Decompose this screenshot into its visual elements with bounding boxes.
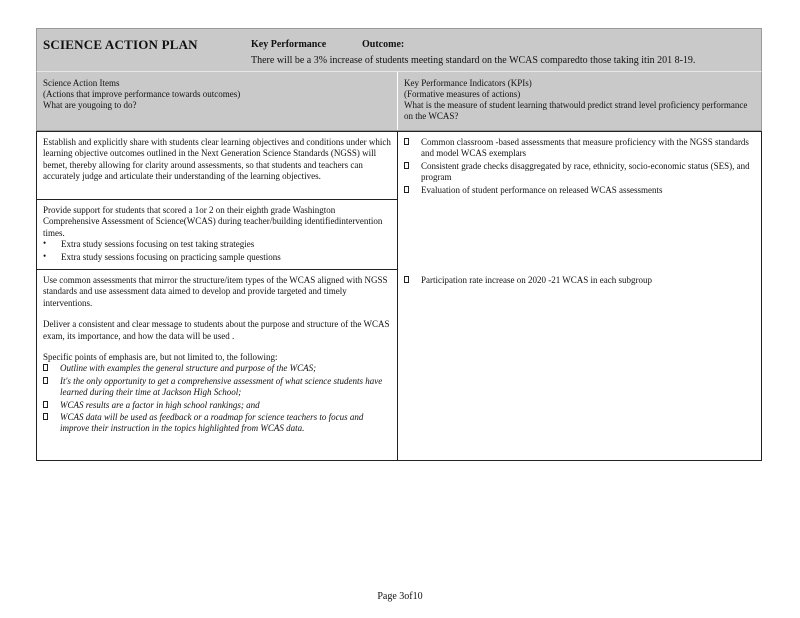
checkbox-bullet-icon — [43, 364, 48, 371]
table-header — [36, 28, 762, 71]
kpi-cell — [398, 200, 761, 270]
table-row — [36, 131, 762, 200]
emphasis-bullet: WCAS data will be used as feedback or a roadmap for science teachers to focus and improve their instruction in the topics highlighted from WCAS data. — [43, 412, 391, 435]
page-number: Page 3of10 — [377, 591, 423, 602]
action-item-cell — [37, 270, 398, 460]
emphasis-bullet: It's the only opportunity to get a comprehensive assessment of what science students have learned during their time at Jackson High School; — [43, 376, 391, 399]
action-item-cell: Establish and explicitly share with students clear learning objectives and conditions under which learning objective outcomes outlined in the Next Generation Science Standards (NGSS) will bemet, thereby allowing for clarity around assessments, so that students and teachers can accurately judge and articulate their understanding of the learning objectives. — [37, 132, 398, 200]
action-item-text: Provide support for students that scored a 1or 2 on their eighth grade Washington Comprehensive Assessment of Science(WCAS) during teacher/building identifiedintervention times. — [43, 205, 383, 238]
table-row — [36, 270, 762, 461]
kpi-title: Key Performance Indicators (KPIs) — [404, 78, 532, 88]
emphasis-bullet: Outline with examples the general structure and purpose of the WCAS; — [43, 363, 391, 374]
checkbox-bullet-icon — [404, 138, 409, 145]
action-item-cell — [37, 200, 398, 270]
checkbox-bullet-icon — [404, 162, 409, 169]
action-plan-table — [36, 28, 762, 461]
emphasis-bullet: WCAS results are a factor in high school rankings; and — [43, 400, 391, 411]
checkbox-bullet-icon — [43, 413, 48, 420]
action-items-sub1: (Actions that improve performance towards outcomes) — [43, 89, 241, 99]
action-item-text: Deliver a consistent and clear message to students about the purpose and structure of the WCAS exam, its importance, and how the data will be used . — [43, 319, 390, 341]
kpi-bullet: Evaluation of student performance on released WCAS assessments — [404, 185, 755, 196]
action-items-header — [37, 72, 398, 130]
plan-title: SCIENCE ACTION PLAN — [43, 37, 198, 52]
table-row — [36, 200, 762, 270]
dot-bullet-icon — [43, 240, 48, 247]
checkbox-bullet-icon — [404, 186, 409, 193]
checkbox-bullet-icon — [43, 377, 48, 384]
action-item-text: Specific points of emphasis are, but not limited to, the following: — [43, 352, 278, 363]
action-item-text: Use common assessments that mirror the structure/item types of the WCAS aligned with NGSS standards and use assessment data aimed to develop and provide targeted and timely interventions. — [43, 275, 388, 308]
checkbox-bullet-icon — [404, 276, 409, 283]
dot-bullet-icon — [43, 253, 48, 260]
kpi-bullet: Participation rate increase on 2020 -21 WCAS in each subgroup — [404, 275, 755, 286]
kpi-bullet: Common classroom -based assessments that measure proficiency with the NGSS standards and model WCAS exemplars — [404, 137, 755, 160]
kpi-bullet: Consistent grade checks disaggregated by race, ethnicity, socio-economic status (SES), and program — [404, 161, 755, 184]
action-bullet: • Extra study sessions focusing on test taking strategies — [43, 239, 391, 250]
kpi-sub2: What is the measure of student learning thatwould predict strand level proficiency performance on the WCAS? — [404, 100, 748, 121]
key-performance-label: Key Performance — [251, 39, 327, 50]
kpi-sub1: (Formative measures of actions) — [404, 89, 521, 99]
action-items-title: Science Action Items — [43, 78, 120, 88]
action-bullet: • Extra study sessions focusing on practicing sample questions — [43, 252, 391, 263]
action-items-sub2: What are yougoing to do? — [43, 100, 137, 110]
column-headers — [36, 71, 762, 131]
outcome-label: Outcome: — [362, 39, 405, 50]
kpi-cell — [398, 132, 761, 200]
kpi-header — [398, 72, 761, 130]
outcome-text: There will be a 3% increase of students meeting standard on the WCAS comparedto those taking itin 201 8-19. — [251, 55, 696, 66]
kpi-cell — [398, 270, 761, 460]
checkbox-bullet-icon — [43, 401, 48, 408]
